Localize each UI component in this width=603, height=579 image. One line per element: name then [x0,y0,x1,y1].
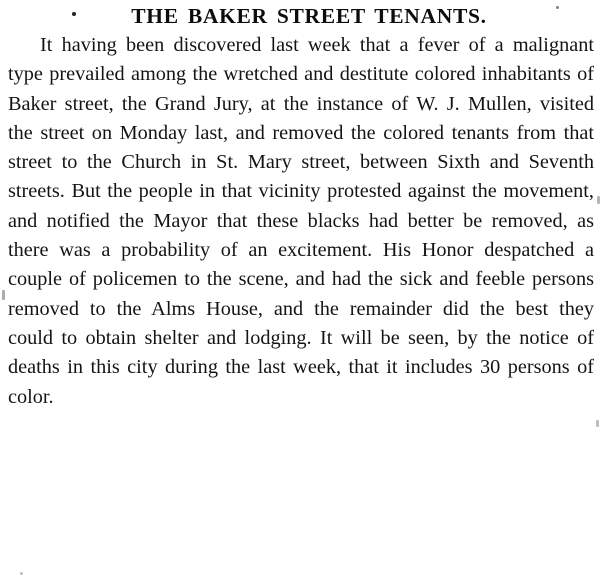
article-body-text: It having been discovered last week that a fever of a malignant type prevailed among the wretched and destitute colored inhabitants of Baker street, the Grand Jury, at the instance of W. J. Mullen, visited the street on Monday last, and removed the colored tenants from that street to the Church in St. Mary street, between Sixth and Seventh streets. But the people in that vicinity protested against the movement, and notified the Mayor that these blacks had better be removed, as there was a probability of an excitement. His Honor despatched a couple of policemen to the scene, and had the sick and feeble persons removed to the Alms House, and the remainder did the best they could to obtain shelter and lodging. It will be seen, by the notice of deaths in this city during the last week, that it includes 30 persons of color. [8,34,594,408]
article-headline: THE BAKER STREET TENANTS. [131,4,487,28]
article [8,4,596,412]
article-body [8,31,596,412]
ink-speck [596,420,599,427]
ink-speck [2,290,5,300]
ink-speck [597,196,600,204]
ink-speck [20,572,23,575]
